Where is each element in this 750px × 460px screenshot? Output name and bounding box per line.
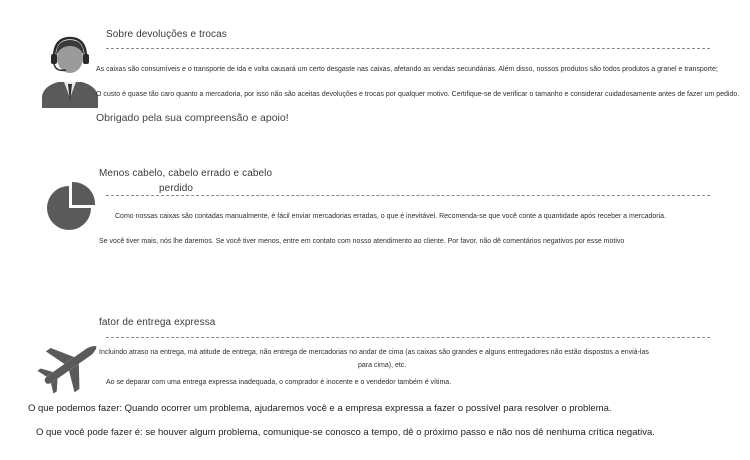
paragraph-line: Como nossas caixas são contadas manualmente, é fácil enviar mercadorias erradas, o que é inevitável. Recomenda-se que você conte a quantidade após receber a mercadoria.: [115, 213, 666, 220]
paragraph-line: As caixas são consumíveis e o transporte de ida e volta causará um certo desgaste nas caixas, afetando as vendas secundárias. Além disso, nossos produtos são todos produtos a granel e transporte;: [96, 66, 718, 73]
paragraph-line: Ao se deparar com uma entrega expressa inadequada, o comprador é inocente e o vendedor também é vítima.: [106, 379, 452, 386]
paragraph-line: para cima), etc.: [358, 362, 407, 369]
paragraph-line: Incluindo atraso na entrega, má atitude de entrega, não entrega de mercadorias no andar de cima (as caixas são grandes e alguns entregadores não estão dispostos a enviá-las: [99, 349, 649, 356]
divider: [106, 48, 710, 49]
section-title: Menos cabelo, cabelo errado e cabelo: [99, 168, 273, 179]
support-agent-icon: [40, 36, 100, 108]
section-title: Sobre devoluções e trocas: [106, 29, 227, 40]
section-title-continued: perdido: [159, 183, 194, 194]
section-title: fator de entrega expressa: [99, 317, 216, 328]
divider: [106, 195, 710, 196]
divider: [106, 337, 710, 338]
paragraph-line: Se você tiver mais, nós lhe daremos. Se você tiver menos, entre em contato com nosso atendimento ao cliente. Por favor, não dê comentários negativos por esse motivo: [99, 238, 625, 245]
paragraph-line: O custo é quase tão caro quanto a mercadoria, por isso não são aceitas devoluções e trocas por qualquer motivo. Certifique-se de verificar o tamanho e considerar cuidadosamente antes de fazer um pedido.: [96, 91, 740, 98]
footer-line: O que podemos fazer: Quando ocorrer um problema, ajudaremos você e a empresa expressa a fazer o possível para resolver o problema.: [28, 403, 612, 414]
pie-chart-icon: [39, 178, 99, 238]
footer-line: O que você pode fazer é: se houver algum problema, comunique-se conosco a tempo, dê o próximo passo e não nos dê nenhuma crítica negativa.: [36, 427, 655, 438]
thanks-text: Obrigado pela sua compreensão e apoio!: [96, 112, 289, 124]
airplane-icon: [36, 336, 104, 394]
